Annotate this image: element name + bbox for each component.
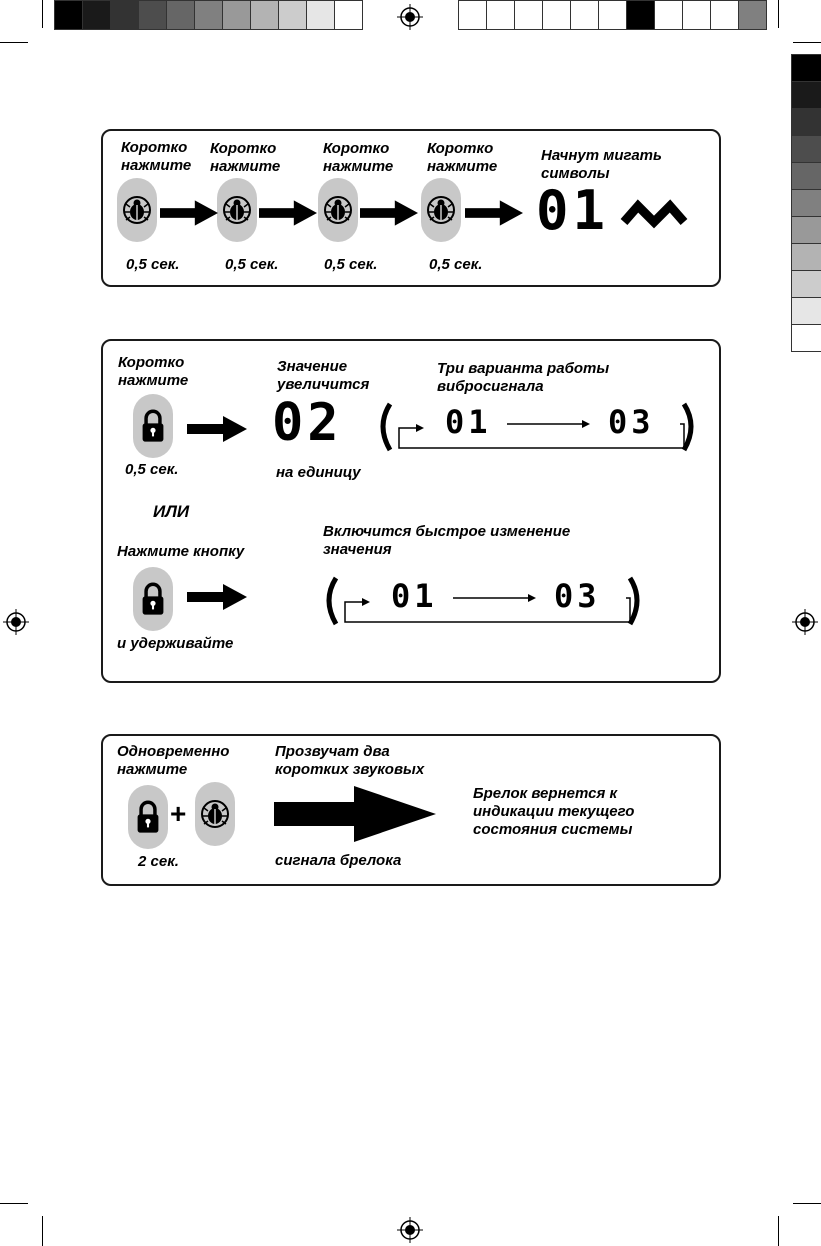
registration-mark-icon (397, 4, 423, 30)
value-unit-label: на единицу (276, 464, 361, 481)
press-duration-label: 2 сек. (138, 853, 179, 870)
step-3-label: Коротко нажмите (323, 140, 394, 175)
color-swatch (458, 0, 487, 30)
color-swatch (710, 0, 739, 30)
big-arrow-right-icon (274, 786, 436, 842)
bug-button[interactable] (318, 178, 358, 242)
lock-button[interactable] (128, 785, 168, 849)
bug-icon (426, 195, 456, 225)
color-swatch (222, 0, 251, 30)
duration-label: 0,5 сек. (324, 256, 378, 273)
color-swatch (82, 0, 111, 30)
color-swatch (791, 162, 821, 190)
hold-duration-label: и удерживайте (117, 635, 234, 652)
step-2-label: Коротко нажмите (210, 140, 281, 175)
color-swatch (791, 108, 821, 136)
result-label: Начнут мигать символы (541, 147, 662, 182)
color-swatch (110, 0, 139, 30)
bug-icon (222, 195, 252, 225)
color-swatch (682, 0, 711, 30)
lcd-display: 01 (536, 179, 610, 242)
beep-label: Прозвучат два коротких звуковых (275, 743, 425, 778)
color-swatch (570, 0, 599, 30)
color-swatch (138, 0, 167, 30)
bug-button[interactable] (117, 178, 157, 242)
color-swatch (738, 0, 767, 30)
color-swatch (334, 0, 363, 30)
arrow-right-icon (183, 414, 251, 444)
fast-change-label: Включится быстрое изменение значения (323, 523, 571, 558)
color-swatch (166, 0, 195, 30)
return-status-label: Брелок вернется к индикации текущего состояния системы (473, 785, 635, 838)
crop-mark (0, 1203, 28, 1204)
color-swatch (514, 0, 543, 30)
crop-mark (42, 1216, 43, 1246)
color-bar-left (55, 0, 363, 30)
lock-button[interactable] (133, 567, 173, 631)
color-swatch (791, 243, 821, 271)
crop-mark (42, 0, 43, 28)
color-swatch (542, 0, 571, 30)
color-swatch (791, 324, 821, 352)
color-swatch (306, 0, 335, 30)
color-swatch (791, 81, 821, 109)
registration-mark-icon (792, 609, 818, 635)
crop-mark (778, 0, 779, 28)
color-swatch (486, 0, 515, 30)
range-to-display: 03 (608, 403, 655, 441)
color-swatch (791, 189, 821, 217)
bug-icon (122, 195, 152, 225)
color-swatch (791, 54, 821, 82)
crop-mark (778, 1216, 779, 1246)
color-swatch (654, 0, 683, 30)
step-4-label: Коротко нажмите (427, 140, 498, 175)
color-swatch (194, 0, 223, 30)
duration-label: 0,5 сек. (429, 256, 483, 273)
color-swatch (791, 297, 821, 325)
arrow-right-icon (160, 198, 218, 228)
or-label: ИЛИ (153, 502, 190, 521)
bug-button[interactable] (421, 178, 461, 242)
bug-button[interactable] (195, 782, 235, 846)
bug-icon (323, 195, 353, 225)
duration-label: 0,5 сек. (126, 256, 180, 273)
color-bar-right (459, 0, 767, 30)
range-from-display: 01 (445, 403, 492, 441)
registration-mark-icon (397, 1217, 423, 1243)
color-swatch (791, 270, 821, 298)
fast-from-display: 01 (391, 577, 438, 615)
arrow-right-icon (259, 198, 317, 228)
lock-icon (135, 799, 161, 835)
value-increase-label: Значение увеличится (277, 358, 370, 393)
bug-icon (200, 799, 230, 829)
color-bar-side (791, 55, 821, 352)
value-display: 02 (272, 393, 343, 453)
simultaneous-press-label: Одновременно нажмите (117, 743, 230, 778)
arrow-right-icon (465, 198, 523, 228)
color-swatch (598, 0, 627, 30)
color-swatch (278, 0, 307, 30)
fast-to-display: 03 (554, 577, 601, 615)
color-swatch (626, 0, 655, 30)
color-swatch (791, 216, 821, 244)
short-duration-label: 0,5 сек. (125, 461, 179, 478)
registration-mark-icon (3, 609, 29, 635)
lock-button[interactable] (133, 394, 173, 458)
bug-button[interactable] (217, 178, 257, 242)
plus-sign: + (170, 798, 187, 829)
color-swatch (250, 0, 279, 30)
color-swatch (791, 135, 821, 163)
vibration-wave-icon (620, 196, 690, 230)
lock-icon (140, 581, 166, 617)
color-swatch (54, 0, 83, 30)
crop-mark (793, 1203, 821, 1204)
lock-icon (140, 408, 166, 444)
arrow-right-icon (360, 198, 418, 228)
crop-mark (0, 42, 28, 43)
duration-label: 0,5 сек. (225, 256, 279, 273)
short-press-label: Коротко нажмите (118, 354, 189, 389)
arrow-right-icon (183, 582, 251, 612)
hold-button-label: Нажмите кнопку (117, 543, 245, 560)
step-1-label: Коротко нажмите (121, 139, 192, 174)
crop-mark (793, 42, 821, 43)
beep-label-end: сигнала брелока (275, 852, 402, 869)
variants-label: Три варианта работы вибросигнала (437, 360, 610, 395)
